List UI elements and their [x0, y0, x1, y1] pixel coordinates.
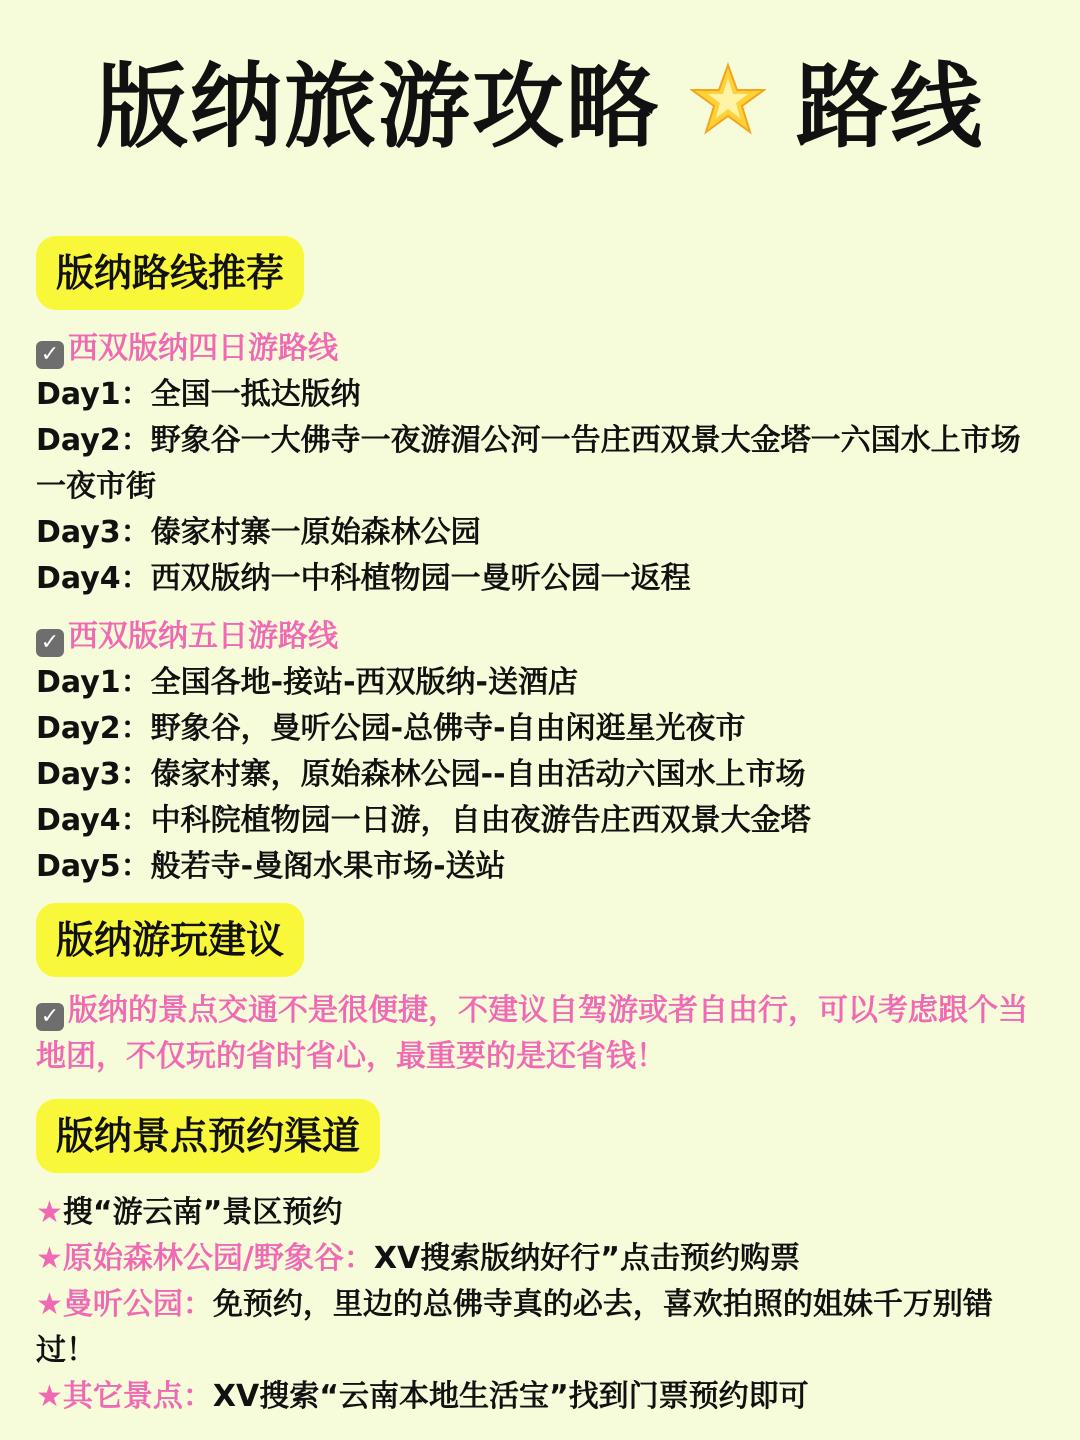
day-row: Day4：中科院植物园一日游，自由夜游告庄西双景大金塔	[36, 803, 811, 838]
list-item: ★原始森林公园/野象谷：XV搜索版纳好行”点击预约购票	[36, 1241, 800, 1276]
booking-list	[36, 1190, 1046, 1420]
route-title: ✓ 西双版纳五日游路线	[36, 614, 1046, 660]
list-item: ★其它景点：XV搜索“云南本地生活宝”找到门票预约即可	[36, 1379, 809, 1414]
title-text-left: 版纳旅游攻略	[95, 53, 660, 161]
advice-text: ✓ 版纳的景点交通不是很便捷，不建议自驾游或者自由行，可以考虑跟个当地团，不仅玩的省时省心，最重要的是还省钱！	[36, 993, 1028, 1074]
check-box-icon: ✓	[36, 1003, 64, 1031]
list-item: ★曼听公园：免预约，里边的总佛寺真的必去，喜欢拍照的姐妹千万别错过！	[36, 1287, 993, 1368]
four-day-route	[36, 326, 1046, 602]
check-box-icon: ✓	[36, 341, 64, 369]
star-icon: ★	[36, 1287, 63, 1322]
booking-channel-heading: 版纳景点预约渠道	[36, 1099, 380, 1173]
list-item: ★搜“游云南”景区预约	[36, 1195, 343, 1230]
route-title: ✓ 西双版纳四日游路线	[36, 326, 1046, 372]
day-row: Day2：野象谷，曼听公园-总佛寺-自由闲逛星光夜市	[36, 711, 746, 746]
page-title	[0, 52, 1080, 174]
day-row: Day4：西双版纳一中科植物园一曼听公园一返程	[36, 561, 691, 596]
day-row: Day3：傣家村寨，原始森林公园--自由活动六国水上市场	[36, 757, 806, 792]
day-row: Day3：傣家村寨一原始森林公园	[36, 515, 481, 550]
title-text-right: 路线	[796, 53, 985, 161]
glowing-star-icon	[690, 52, 766, 162]
route-recommend-heading: 版纳路线推荐	[36, 236, 304, 310]
star-icon: ★	[36, 1195, 63, 1230]
play-advice-heading: 版纳游玩建议	[36, 903, 304, 977]
star-icon: ★	[36, 1241, 63, 1276]
day-row: Day1：全国一抵达版纳	[36, 377, 361, 412]
day-row: Day1：全国各地-接站-西双版纳-送酒店	[36, 665, 579, 700]
star-icon: ★	[36, 1379, 63, 1414]
day-row: Day5：般若寺-曼阁水果市场-送站	[36, 849, 506, 884]
advice-block	[36, 988, 1046, 1080]
check-box-icon: ✓	[36, 629, 64, 657]
five-day-route	[36, 614, 1046, 890]
day-row: Day2：野象谷一大佛寺一夜游湄公河一告庄西双景大金塔一六国水上市场一夜市街	[36, 423, 1021, 504]
